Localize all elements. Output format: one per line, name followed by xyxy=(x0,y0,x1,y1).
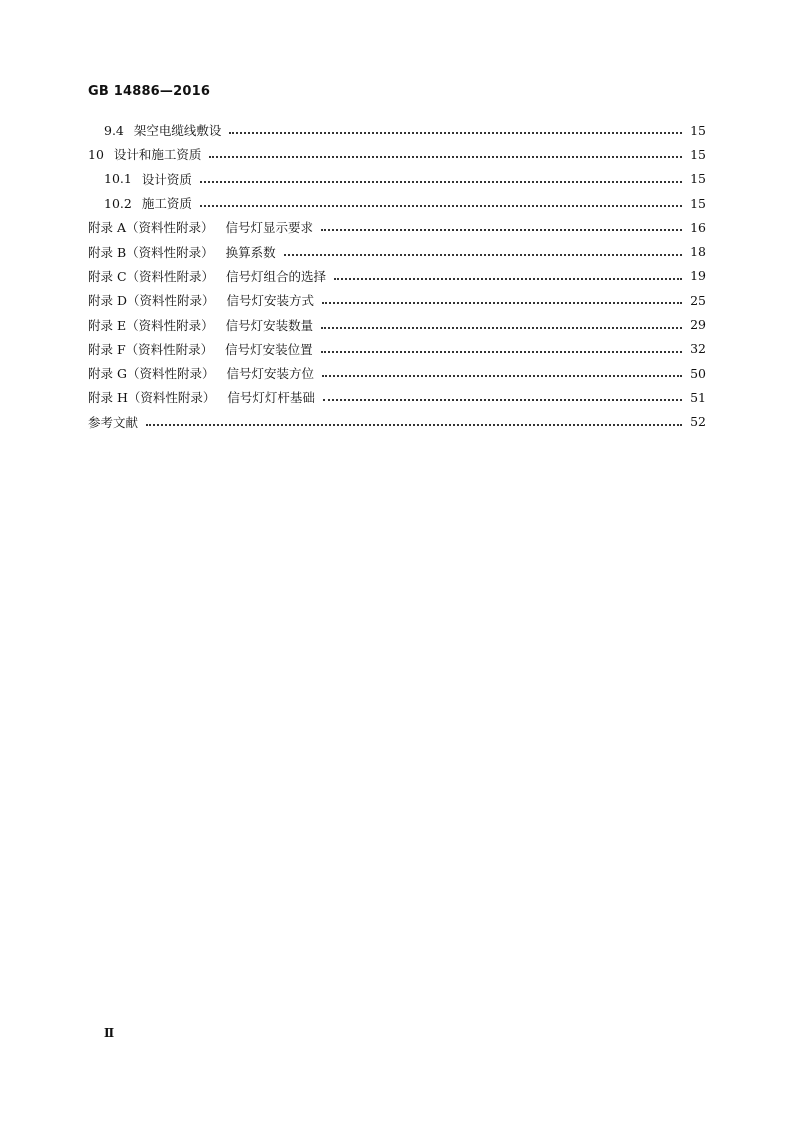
dot-leader xyxy=(146,424,682,426)
toc-entry-page: 19 xyxy=(690,268,706,284)
toc-entry-page: 50 xyxy=(690,365,706,381)
toc-entry-number: 参考文献 xyxy=(88,414,139,430)
toc-entry-number: 10 xyxy=(88,146,104,162)
toc-entry-appendix-b[interactable] xyxy=(88,239,706,263)
dot-leader xyxy=(321,229,682,231)
toc-entry-10[interactable] xyxy=(88,142,706,166)
toc-entry-title: 信号灯灯杆基础 xyxy=(227,390,315,406)
dot-leader xyxy=(323,399,682,401)
toc-entry-10-2[interactable] xyxy=(88,191,706,215)
toc-entry-title: 设计资质 xyxy=(141,171,192,187)
toc-entry-page: 16 xyxy=(690,219,706,235)
toc-entry-number: 附录 A（资料性附录） xyxy=(88,220,214,236)
toc-entry-page: 15 xyxy=(690,146,706,162)
toc-entry-title: 信号灯安装位置 xyxy=(225,341,313,357)
toc-entry-title: 设计和施工资质 xyxy=(113,147,202,163)
toc-entry-page: 51 xyxy=(690,389,706,405)
toc-entry-appendix-d[interactable] xyxy=(88,288,706,312)
toc-entry-number: 9.4 xyxy=(104,122,124,138)
toc-entry-number: 附录 H（资料性附录） xyxy=(88,390,216,406)
toc-entry-page: 29 xyxy=(690,317,706,333)
toc-entry-appendix-g[interactable] xyxy=(88,361,706,385)
dot-leader xyxy=(321,351,682,353)
toc-entry-number: 附录 C（资料性附录） xyxy=(88,268,215,284)
toc-entry-title: 信号灯安装数量 xyxy=(225,317,314,333)
toc-entry-number: 附录 F（资料性附录） xyxy=(88,341,214,357)
dot-leader xyxy=(321,327,682,329)
toc-entry-title: 信号灯安装方式 xyxy=(226,293,315,309)
toc-entry-appendix-c[interactable] xyxy=(88,264,706,288)
toc-entry-page: 18 xyxy=(690,244,706,260)
toc-entry-number: 10.2 xyxy=(104,195,132,211)
toc-entry-page: 15 xyxy=(690,171,706,187)
toc-entry-title: 换算系数 xyxy=(225,244,276,260)
toc-entry-appendix-a[interactable] xyxy=(88,215,706,239)
toc-entry-number: 附录 G（资料性附录） xyxy=(88,366,215,382)
toc-entry-page: 25 xyxy=(690,292,706,308)
toc-entry-references[interactable] xyxy=(88,410,706,434)
toc-entry-10-1[interactable] xyxy=(88,167,706,191)
standard-number-header: GB 14886—2016 xyxy=(88,84,211,99)
table-of-contents xyxy=(88,118,706,434)
toc-entry-number: 附录 B（资料性附录） xyxy=(88,244,214,260)
toc-entry-title: 施工资质 xyxy=(141,196,192,212)
dot-leader xyxy=(322,302,682,304)
dot-leader xyxy=(200,181,682,183)
toc-entry-page: 32 xyxy=(690,341,706,357)
toc-entry-page: 52 xyxy=(690,414,706,430)
dot-leader xyxy=(200,205,682,207)
toc-entry-number: 附录 D（资料性附录） xyxy=(88,293,215,309)
toc-entry-number: 10.1 xyxy=(104,171,132,187)
toc-entry-title: 信号灯显示要求 xyxy=(225,220,314,236)
dot-leader xyxy=(284,254,682,256)
toc-entry-title: 信号灯安装方位 xyxy=(226,366,314,382)
toc-entry-appendix-f[interactable] xyxy=(88,337,706,361)
dot-leader xyxy=(229,132,682,134)
toc-entry-page: 15 xyxy=(690,122,706,138)
dot-leader xyxy=(209,156,682,158)
toc-entry-appendix-h[interactable] xyxy=(88,385,706,409)
page-number-footer: Ⅱ xyxy=(104,1026,115,1040)
dot-leader xyxy=(334,278,682,280)
toc-entry-title: 信号灯组合的选择 xyxy=(226,268,327,284)
toc-entry-title: 架空电缆线敷设 xyxy=(133,123,222,139)
dot-leader xyxy=(322,375,682,377)
toc-entry-9-4[interactable] xyxy=(88,118,706,142)
toc-entry-appendix-e[interactable] xyxy=(88,312,706,336)
toc-entry-page: 15 xyxy=(690,195,706,211)
toc-entry-number: 附录 E（资料性附录） xyxy=(88,317,214,333)
